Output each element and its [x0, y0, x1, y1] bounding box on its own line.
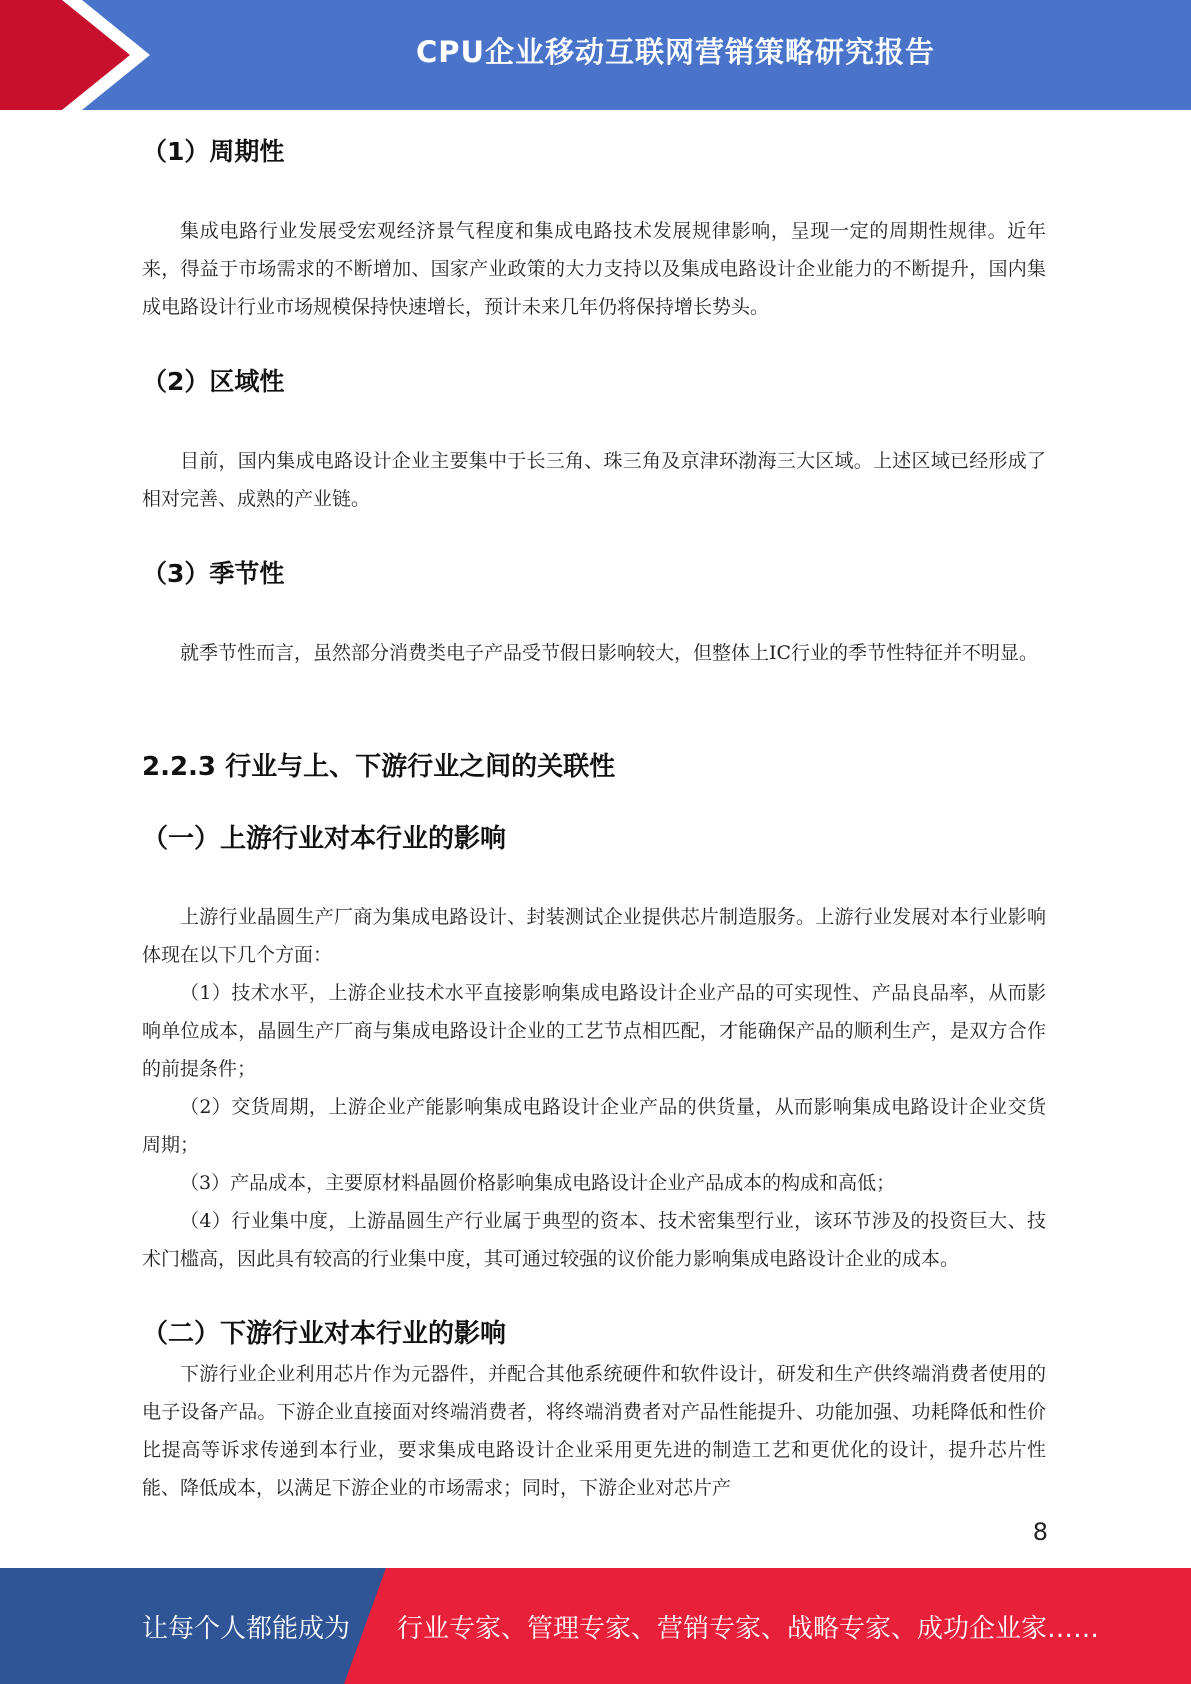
report-title: CPU企业移动互联网营销策略研究报告: [415, 34, 936, 69]
page-footer: [0, 1568, 1191, 1684]
upstream-body: [142, 898, 1046, 1278]
page-header: [0, 0, 1191, 110]
heading-downstream: （二）下游行业对本行业的影响: [142, 1319, 507, 1349]
heading-seasonal: （3）季节性: [142, 559, 285, 588]
footer-slogan-left: 让每个人都能成为: [142, 1613, 351, 1644]
heading-regional: （2）区域性: [142, 367, 285, 396]
heading-cyclical: （1）周期性: [142, 137, 285, 166]
paragraph-upstream-intro: 上游行业晶圆生产厂商为集成电路设计、封装测试企业提供芯片制造服务。上游行业发展对本行业影响体现在以下几个方面：: [142, 906, 1046, 966]
paragraph-regional: 目前，国内集成电路设计企业主要集中于长三角、珠三角及京津环渤海三大区域。上述区域已经形成了相对完善、成熟的产业链。: [142, 450, 1046, 510]
list-item-upstream-3: （3）产品成本，主要原材料晶圆价格影响集成电路设计企业产品成本的构成和高低；: [180, 1172, 896, 1194]
list-item-upstream-1: （1）技术水平，上游企业技术水平直接影响集成电路设计企业产品的可实现性、产品良品率，从而影响单位成本，晶圆生产厂商与集成电路设计企业的工艺节点相匹配，才能确保产品的顺利生产，是双方合作的前提条件；: [142, 982, 1046, 1080]
heading-upstream: （一）上游行业对本行业的影响: [142, 824, 507, 854]
header-arrow-decoration: [0, 0, 160, 110]
list-item-upstream-2: （2）交货周期，上游企业产能影响集成电路设计企业产品的供货量，从而影响集成电路设计企业交货周期；: [142, 1096, 1046, 1156]
section-heading-relation: 2.2.3 行业与上、下游行业之间的关联性: [142, 752, 616, 782]
paragraph-cyclical: 集成电路行业发展受宏观经济景气程度和集成电路技术发展规律影响，呈现一定的周期性规律。近年来，得益于市场需求的不断增加、国家产业政策的大力支持以及集成电路设计企业能力的不断提升，国内集成电路设计行业市场规模保持快速增长，预计未来几年仍将保持增长势头。: [142, 220, 1046, 318]
paragraph-seasonal: 就季节性而言，虽然部分消费类电子产品受节假日影响较大，但整体上IC行业的季节性特征并不明显。: [180, 642, 1039, 664]
list-item-upstream-4: （4）行业集中度，上游晶圆生产行业属于典型的资本、技术密集型行业，该环节涉及的投资巨大、技术门槛高，因此具有较高的行业集中度，其可通过较强的议价能力影响集成电路设计企业的成本。: [142, 1210, 1046, 1270]
paragraph-downstream: 下游行业企业利用芯片作为元器件，并配合其他系统硬件和软件设计，研发和生产供终端消费者使用的电子设备产品。下游企业直接面对终端消费者，将终端消费者对产品性能提升、功能加强、功耗降低和性价比提高等诉求传递到本行业，要求集成电路设计企业采用更先进的制造工艺和更优化的设计，提升芯片性能、降低成本，以满足下游企业的市场需求；同时，下游企业对芯片产: [142, 1363, 1046, 1499]
header-red-block: [0, 0, 142, 110]
page-number: 8: [1032, 1518, 1048, 1546]
footer-slogan-right: 行业专家、管理专家、营销专家、战略专家、成功企业家……: [397, 1613, 1100, 1644]
